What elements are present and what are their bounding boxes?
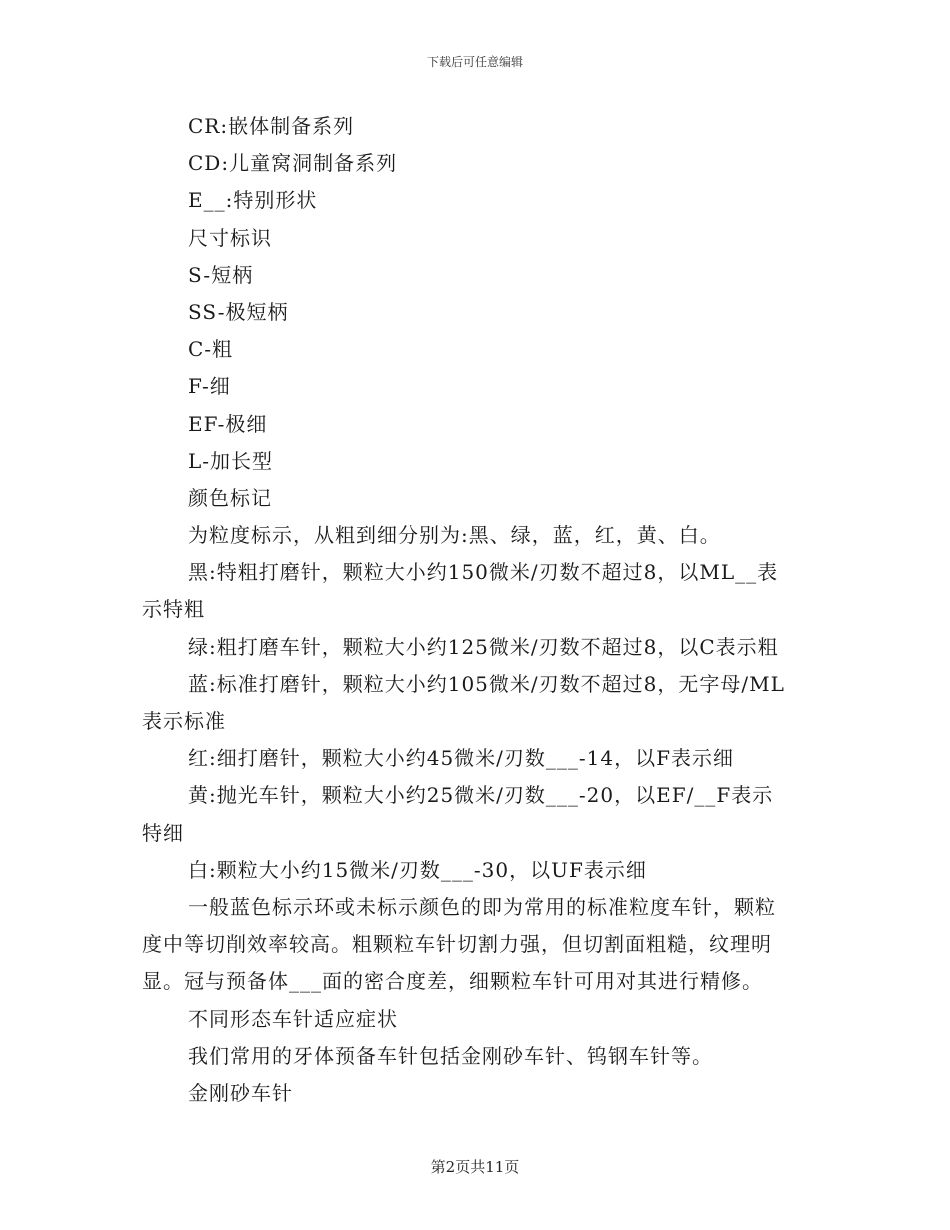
text-line: 黄:抛光车针，颗粒大小约25微米/刃数___-20，以EF/__F表示: [188, 783, 774, 808]
text-line: 我们常用的牙体预备车针包括金刚砂车针、钨钢车针等。: [188, 1043, 713, 1068]
text-line: 为粒度标示，从粗到细分别为:黑、绿，蓝，红，黄、白。: [188, 523, 721, 548]
document-body: [142, 108, 810, 1112]
text-line: 白:颗粒大小约15微米/刃数___-30，以UF表示细: [188, 857, 647, 882]
page-header: 下载后可任意编辑: [426, 55, 523, 69]
text-line: 示特粗: [142, 597, 205, 622]
section-heading: 不同形态车针适应症状: [188, 1006, 398, 1031]
section-heading: 尺寸标识: [188, 225, 272, 250]
text-line: CD:儿童窝洞制备系列: [188, 151, 398, 176]
text-line: F-细: [188, 374, 231, 399]
text-line: 一般蓝色标示环或未标示颜色的即为常用的标准粒度车针，颗粒: [188, 894, 776, 919]
page-number: 第2页共11页: [430, 1158, 520, 1176]
text-line: 红:细打磨针，颗粒大小约45微米/刃数___-14，以F表示细: [188, 746, 735, 771]
text-line: 表示标准: [142, 709, 226, 733]
text-line: 度中等切削效率较高。粗颗粒车针切割力强，但切割面粗糙，纹理明: [142, 932, 772, 957]
text-line: 绿:粗打磨车针，颗粒大小约125微米/刃数不超过8，以C表示粗: [188, 634, 779, 659]
text-line: L-加长型: [188, 448, 274, 473]
text-line: 特细: [142, 820, 184, 845]
text-line: 显。冠与预备体___面的密合度差，细颗粒车针可用对其进行精修。: [142, 969, 763, 994]
text-line: CR:嵌体制备系列: [188, 114, 355, 138]
text-line: S-短柄: [188, 262, 254, 287]
section-heading: 颜色标记: [188, 485, 272, 510]
text-line: SS-极短柄: [188, 299, 289, 324]
text-line: EF-极细: [188, 411, 268, 436]
section-heading: 金刚砂车针: [188, 1080, 293, 1105]
text-line: C-粗: [188, 337, 234, 362]
text-line: 蓝:标准打磨针，颗粒大小约105微米/刃数不超过8，无字母/ML: [188, 671, 785, 696]
text-line: 黑:特粗打磨针，颗粒大小约150微米/刃数不超过8，以ML__表: [188, 560, 779, 585]
text-line: E__:特别形状: [188, 188, 318, 213]
